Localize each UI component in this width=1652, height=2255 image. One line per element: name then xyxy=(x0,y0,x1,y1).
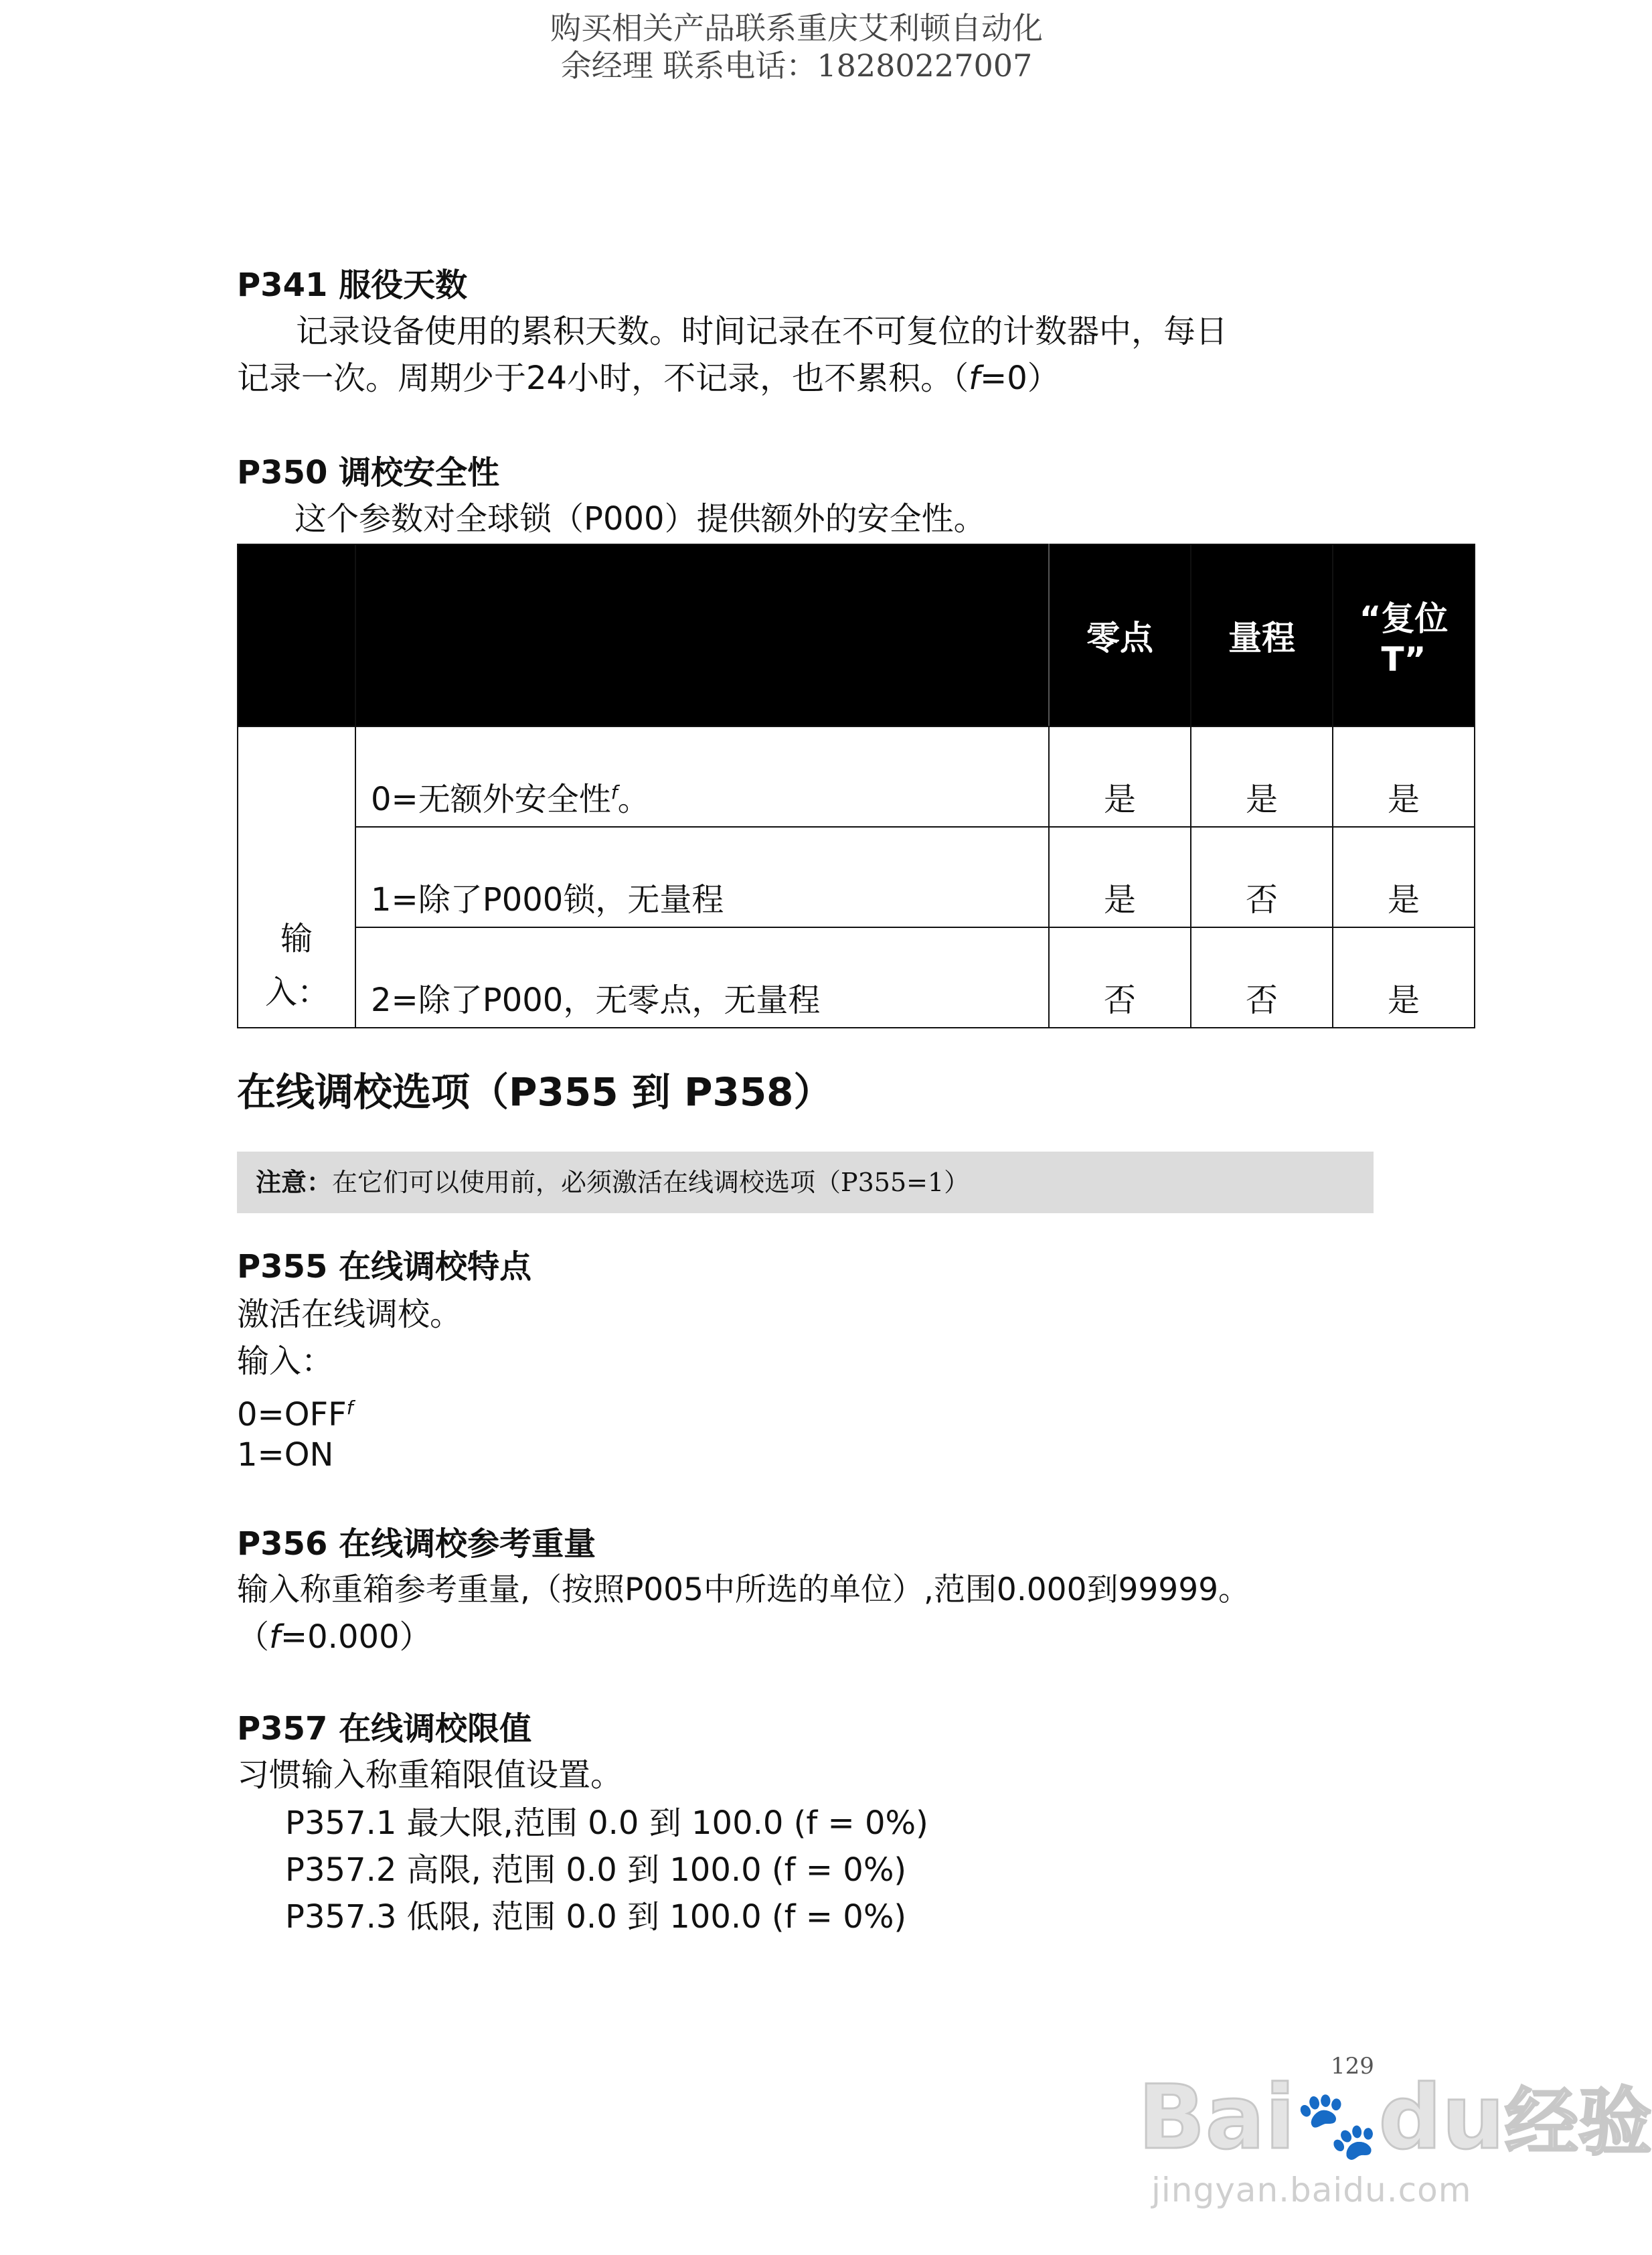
table-row xyxy=(238,927,1475,1028)
option-2-span: 否 xyxy=(1191,927,1333,1028)
header-blank-cell-2 xyxy=(355,544,1049,726)
p357-heading: P357 在线调校限值 xyxy=(237,1710,532,1747)
paw-icon: 🐾 xyxy=(1295,2086,1379,2164)
p350-description: 这个参数对全球锁（P000）提供额外的安全性。 xyxy=(295,500,986,538)
option-1-span: 否 xyxy=(1191,827,1333,927)
p355-line-2: 输入： xyxy=(237,1342,334,1380)
contact-line-1: 购买相关产品联系重庆艾利顿自动化 xyxy=(550,10,1043,46)
option-0-span: 是 xyxy=(1191,726,1333,827)
p341-heading: P341 服役天数 xyxy=(237,266,468,304)
table-row xyxy=(238,827,1475,927)
p356-line-1: 输入称重箱参考重量,（按照P005中所选的单位）,范围0.000到99999。 xyxy=(237,1571,1250,1608)
watermark-brand-2: du xyxy=(1378,2066,1505,2169)
p357-item-2: P357.2 高限, 范围 0.0 到 100.0 (f = 0%) xyxy=(285,1851,907,1889)
p355-line-1: 激活在线调校。 xyxy=(237,1296,463,1333)
p357-item-1: P357.1 最大限,范围 0.0 到 100.0 (f = 0%) xyxy=(285,1804,928,1842)
p355-option-on: 1=ON xyxy=(237,1436,334,1474)
watermark-suffix: 经验 xyxy=(1504,2080,1652,2165)
p357-item-3: P357.3 低限, 范围 0.0 到 100.0 (f = 0%) xyxy=(285,1898,907,1936)
security-options-table xyxy=(237,544,1475,1028)
p341-text-line-1: 记录设备使用的累积天数。时间记录在不可复位的计数器中，每日 xyxy=(296,313,1228,350)
option-1-zero: 是 xyxy=(1049,827,1191,927)
note-text: 在它们可以使用前，必须激活在线调校选项（P355=1） xyxy=(332,1168,970,1197)
header-zero: 零点 xyxy=(1049,544,1191,726)
p355-option-off: $0=OFF^f$ xyxy=(237,1396,353,1433)
watermark-url: jingyan.baidu.com xyxy=(1151,2171,1472,2209)
contact-line-2: 余经理 联系电话：18280227007 xyxy=(560,48,1033,84)
note-label: 注意： xyxy=(256,1167,333,1197)
header-blank-cell xyxy=(238,544,355,726)
p356-heading: P356 在线调校参考重量 xyxy=(237,1525,596,1563)
p357-description: 习惯输入称重箱限值设置。 xyxy=(237,1756,623,1794)
option-2: 2=除了P000，无零点，无量程 xyxy=(355,927,1049,1028)
table-header-row xyxy=(238,544,1475,726)
option-2-zero: 否 xyxy=(1049,927,1191,1028)
watermark-brand: Bai xyxy=(1138,2066,1295,2169)
header-reset-t: “复位T” xyxy=(1333,544,1475,726)
section-title: 在线调校选项（P355 到 P358） xyxy=(237,1069,833,1115)
option-0: 0=无额外安全性$^f$。 xyxy=(355,726,1049,827)
option-0-zero: 是 xyxy=(1049,726,1191,827)
note-box xyxy=(237,1152,1374,1213)
p341-text-line-2: 记录一次。周期少于24小时，不记录，也不累积。（f=0） xyxy=(237,360,1060,397)
baidu-watermark xyxy=(1131,2064,1652,2218)
option-0-reset: 是 xyxy=(1333,726,1475,827)
p356-line-2: （f=0.000） xyxy=(237,1618,432,1656)
p355-heading: P355 在线调校特点 xyxy=(237,1248,532,1286)
table-row xyxy=(238,726,1475,827)
page-number: 129 xyxy=(1331,2053,1374,2080)
option-1: 1=除了P000锁，无量程 xyxy=(355,827,1049,927)
input-label: 输入： xyxy=(238,726,355,1028)
header-span: 量程 xyxy=(1191,544,1333,726)
option-1-reset: 是 xyxy=(1333,827,1475,927)
option-2-reset: 是 xyxy=(1333,927,1475,1028)
p350-heading: P350 调校安全性 xyxy=(237,454,500,491)
